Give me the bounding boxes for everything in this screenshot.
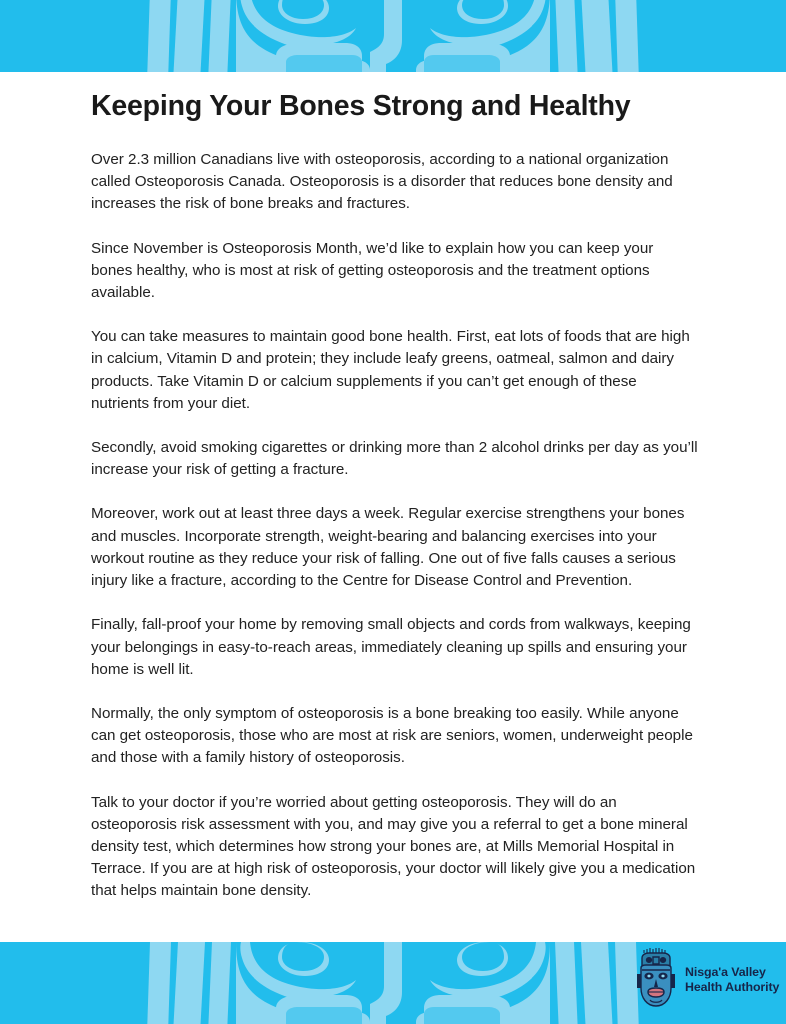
paragraph: Since November is Osteoporosis Month, we’d like to explain how you can keep your bones healthy, who is most at risk of getting osteoporosis and the treatment options available. [91, 239, 654, 302]
organization-logo [634, 948, 779, 1012]
article-content [91, 90, 698, 903]
organization-name [685, 965, 779, 994]
page-title: Keeping Your Bones Strong and Healthy [91, 90, 631, 122]
organization-name-line-2: Health Authority [685, 980, 780, 994]
organization-name-line-1: Nisga'a Valley [685, 965, 766, 980]
paragraph: You can take measures to maintain good bone health. First, eat lots of foods that are high in calcium, Vitamin D and protein; they include leafy greens, oatmeal, salmon and dairy products. Take Vitamin D or calcium supplements if you can’t get enough of these nutrients from your diet. [91, 328, 690, 412]
nisgaa-mask-crest-icon [634, 948, 678, 1012]
paragraph: Normally, the only symptom of osteoporosis is a bone breaking too easily. While anyone can get osteoporosis, those who are most at risk are seniors, women, underweight people and those with a family history of osteoporosis. [91, 704, 693, 767]
paragraph: Secondly, avoid smoking cigarettes or drinking more than 2 alcohol drinks per day as you’ll increase your risk of getting a fracture. [91, 439, 698, 479]
paragraph: Talk to your doctor if you’re worried about getting osteoporosis. They will do an osteoporosis risk assessment with you, and may give you a referral to get a bone mineral density test, which determines how strong your bones are, at Mills Memorial Hospital in Terrace. If you are at high risk of osteoporosis, your doctor will likely give you a medication that helps maintain bone density. [91, 793, 696, 900]
paragraph: Moreover, work out at least three days a week. Regular exercise strengthens your bones and muscles. Incorporate strength, weight-bearing and balancing exercises into your workout routine as they reduce your risk of falling. One out of five falls causes a serious injury like a fracture, according to the Centre for Disease Control and Prevention. [91, 505, 685, 590]
header-decorative-band [0, 0, 786, 72]
nisgaa-formline-banner-icon [0, 0, 786, 72]
paragraph: Finally, fall-proof your home by removing small objects and cords from walkways, keeping your belongings in easy-to-reach areas, immediately cleaning up spills and ensuring your home is well lit. [91, 616, 691, 678]
paragraph: Over 2.3 million Canadians live with osteoporosis, according to a national organization called Osteoporosis Canada. Osteoporosis is a disorder that reduces bone density and increases the risk of bone breaks and fractures. [91, 151, 673, 213]
